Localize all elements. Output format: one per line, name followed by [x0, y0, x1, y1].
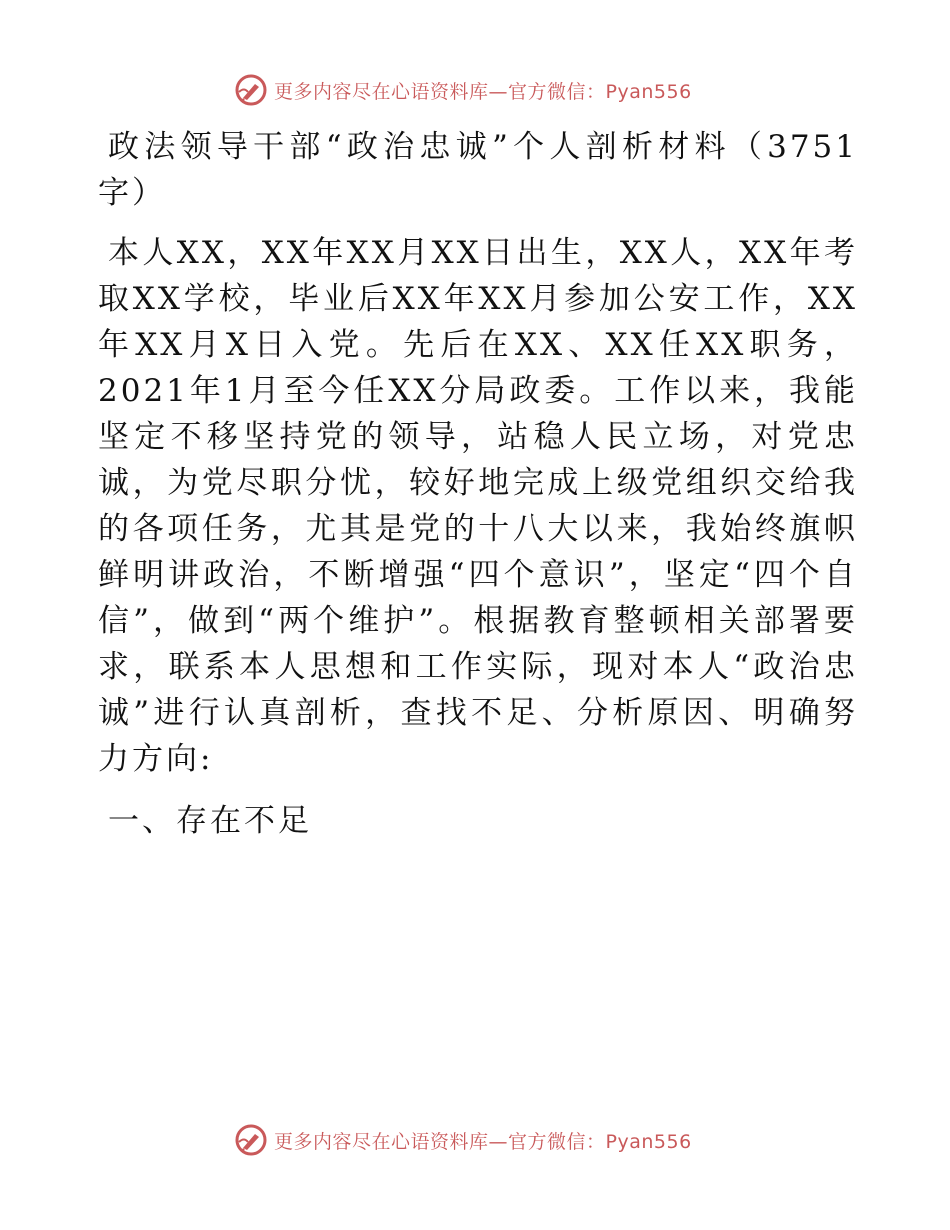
section-heading: 一、存在不足 [108, 803, 312, 839]
watermark-text: 更多内容尽在心语资料库—官方微信：Pyan556 [274, 1130, 692, 1153]
pen-logo-icon [234, 73, 268, 107]
document-title: 政法领导干部“政治忠诚”个人剖析材料（3751字） [98, 129, 858, 211]
watermark-banner-bottom [234, 1120, 692, 1160]
watermark-banner-top [234, 70, 692, 110]
document-body [98, 124, 858, 844]
watermark-text: 更多内容尽在心语资料库—官方微信：Pyan556 [274, 80, 692, 103]
intro-paragraph: 本人XX，XX年XX月XX日出生，XX人，XX年考取XX学校，毕业后XX年XX月参加公安工作，XX年XX月X日入党。先后在XX、XX任XX职务，2021年1月至今任XX分局政委。工作以来，我能坚定不移坚持党的领导，站稳人民立场，对党忠诚，为党尽职分忧，较好地完成上级党组织交给我的各项任务，尤其是党的十八大以来，我始终旗帜鲜明讲政治，不断增强“四个意识”，坚定“四个自信”，做到“两个维护”。根据教育整顿相关部署要求，联系本人思想和工作实际，现对本人“政治忠诚”进行认真剖析，查找不足、分析原因、明确努力方向: [98, 235, 858, 777]
pen-logo-icon [234, 1123, 268, 1157]
